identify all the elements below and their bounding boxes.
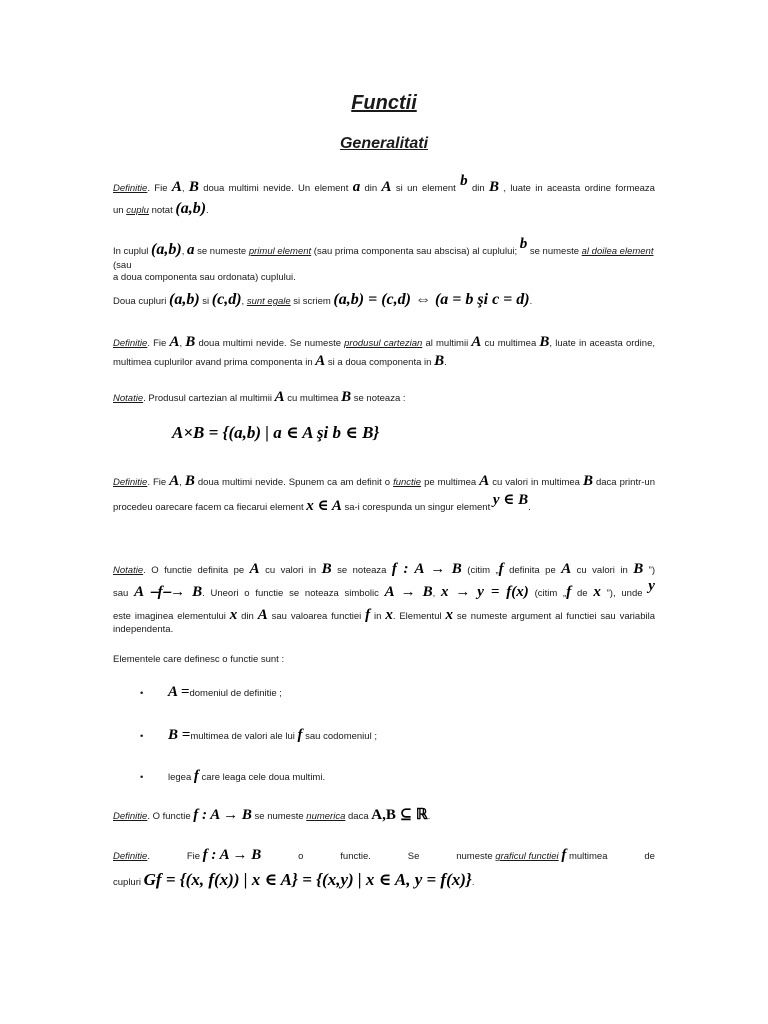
math-pair-equality: (a,b) = (c,d) ⇔ (a = b şi c = d) bbox=[333, 291, 530, 308]
math-B: B bbox=[582, 473, 593, 489]
section-title: Generalitati bbox=[339, 135, 429, 152]
text: sau valoarea functiei bbox=[267, 610, 366, 622]
line: Definitie. Fie A, B doua multimi nevide. Se numeste produsul cartezian al multimii A cu multimea B, luate in aceasta ordine, bbox=[113, 334, 655, 350]
text: procedeu oarecare facem ca fiecarui element bbox=[113, 501, 307, 513]
math-A: A bbox=[561, 561, 572, 577]
text: sa-i corespunda un singur element bbox=[341, 501, 493, 513]
text: se numeste argument al functiei sau variabila bbox=[452, 610, 655, 622]
math-A: A bbox=[274, 389, 285, 405]
list-item bbox=[140, 684, 282, 701]
text: din bbox=[467, 183, 489, 194]
math-arrow-f: A ⎯f⎯→ B bbox=[134, 583, 203, 600]
notation-functie bbox=[113, 560, 655, 636]
math-A: A bbox=[381, 179, 392, 195]
text: , luate in aceasta ordine formeaza bbox=[499, 183, 655, 194]
line: sau A ⎯f⎯→ B. Uneori o functie se noteaza simbolic A → B, x → y = f(x) (citim „f de x ”), unde y bbox=[113, 577, 655, 600]
math-A-to-B: A → B bbox=[384, 583, 433, 600]
text: In cuplul bbox=[113, 246, 152, 257]
math-A: A bbox=[257, 606, 268, 623]
definition-functie bbox=[113, 472, 655, 516]
text: a doua componenta sau ordonata) cuplului. bbox=[113, 271, 296, 283]
line bbox=[113, 624, 655, 636]
text: . bbox=[147, 851, 150, 862]
text: sau codomeniul ; bbox=[302, 731, 377, 742]
term-al-doilea-element: al doilea element bbox=[581, 246, 654, 257]
text: cupluri bbox=[113, 876, 141, 888]
text: ”), unde bbox=[600, 587, 649, 599]
math-x-to-y: x → y = f(x) bbox=[441, 583, 529, 600]
math-x: x bbox=[229, 606, 238, 623]
bullet-icon: • bbox=[140, 772, 144, 783]
line: Definitie. Fie A, B doua multimi nevide. Un element a din A si un element b din B , luate in aceasta ordine formeaza bbox=[113, 173, 655, 195]
math-pair-ab: (a,b) bbox=[168, 291, 200, 308]
text: care leaga cele doua multimi. bbox=[198, 772, 326, 783]
term-sunt-egale: sunt egale bbox=[246, 296, 291, 307]
math-B: B bbox=[633, 561, 644, 577]
definition-grafic bbox=[113, 846, 655, 890]
math-graph-definition: Gf = {(x, f(x)) | x ∈ A} = {(x,y) | x ∈ A, y = f(x)} bbox=[143, 869, 472, 889]
line: procedeu oarecare facem ca fiecarui element x ∈ A sa-i corespunda un singur element y ∈ B. bbox=[113, 491, 531, 514]
text: Doua cupluri bbox=[113, 296, 169, 307]
text: se noteaza : bbox=[351, 393, 406, 404]
term-produsul-cartezian: produsul cartezian bbox=[344, 338, 423, 349]
math-B: B bbox=[489, 179, 500, 195]
text: un bbox=[113, 204, 127, 216]
math-A: A bbox=[479, 473, 490, 489]
text: sau bbox=[113, 587, 135, 599]
math-pair-ab: (a,b) bbox=[151, 241, 182, 258]
text: de bbox=[571, 587, 594, 599]
line bbox=[113, 560, 655, 579]
math-B: B bbox=[185, 334, 196, 350]
line bbox=[113, 606, 655, 625]
text: cu multimea bbox=[481, 338, 540, 349]
text: legea bbox=[168, 772, 194, 783]
math-pair-cd: (c,d) bbox=[211, 291, 242, 308]
formula-cartesian-product: A×B = {(a,b) | a ∈ A şi b ∈ B} bbox=[172, 423, 380, 442]
definition-label: Definitie bbox=[113, 338, 148, 349]
text: definita pe bbox=[503, 565, 562, 576]
math-B-eq: B = bbox=[168, 727, 191, 743]
math-B: B bbox=[341, 389, 352, 405]
text: doua multimi nevide. Se numeste bbox=[195, 338, 345, 349]
text: doua multimi nevide. Spunem ca am definit o bbox=[194, 477, 394, 488]
term-cuplu: cuplu bbox=[126, 204, 149, 216]
math-A: A bbox=[169, 473, 180, 489]
math-f: f bbox=[561, 847, 567, 863]
math-A-eq: A = bbox=[168, 684, 190, 700]
notation-produs bbox=[113, 388, 655, 407]
text-group bbox=[456, 846, 607, 865]
text: daca bbox=[345, 811, 372, 822]
text: . Produsul cartezian al multimii bbox=[143, 393, 275, 404]
math-x-in-A: x ∈ A bbox=[306, 497, 342, 514]
list-item bbox=[140, 727, 377, 744]
text: si scriem bbox=[290, 296, 334, 307]
math-A: A bbox=[315, 352, 326, 369]
text: functie. bbox=[340, 851, 371, 862]
math-x: x bbox=[593, 583, 601, 600]
math-A-B-subset-R: A,B ⊆ ℝ bbox=[371, 807, 428, 823]
text: se numeste bbox=[194, 246, 249, 257]
math-B: B bbox=[184, 473, 195, 489]
line: Definitie. Fie A, B doua multimi nevide. Spunem ca am definit o functie pe multimea A cu valori in multimea B daca printr-un bbox=[113, 473, 655, 489]
paragraph-cuplu-elements bbox=[113, 236, 655, 284]
text: este imaginea elementului bbox=[113, 610, 230, 622]
text: Se bbox=[407, 851, 420, 862]
math-x: x bbox=[445, 606, 453, 623]
definition-label: Definitie bbox=[113, 183, 148, 194]
notation-label: Notatie bbox=[113, 565, 144, 576]
math-B: B bbox=[321, 561, 332, 577]
text: pe multimea bbox=[421, 477, 480, 488]
text: (citim „ bbox=[528, 587, 567, 599]
text: in bbox=[370, 610, 386, 622]
math-f-A-to-B: f : A → B bbox=[391, 561, 462, 577]
definition-label: Definitie bbox=[113, 477, 148, 488]
text: se noteaza bbox=[331, 565, 392, 576]
math-a: a bbox=[186, 242, 195, 258]
line: multimea cuplurilor avand prima componenta in A si a doua componenta in B. bbox=[113, 352, 447, 369]
text: din bbox=[237, 610, 258, 622]
text: multimea bbox=[566, 851, 608, 862]
text: . Uneori o functie se noteaza simbolic bbox=[202, 587, 385, 599]
line bbox=[113, 272, 655, 284]
list-item bbox=[140, 768, 325, 785]
text: si bbox=[199, 296, 212, 307]
text: multimea de valori ale lui bbox=[190, 731, 298, 742]
text: . Fie bbox=[147, 338, 170, 349]
math-f: f bbox=[566, 583, 572, 600]
math-b: b bbox=[519, 236, 528, 252]
math-y: y bbox=[648, 577, 655, 594]
text: . O functie bbox=[147, 811, 194, 822]
text: notat bbox=[148, 204, 176, 216]
math-f: f bbox=[297, 727, 303, 743]
math-f-A-to-B: f : A → B bbox=[202, 847, 262, 863]
text: din bbox=[360, 183, 382, 194]
text: ”) bbox=[643, 565, 656, 576]
math-f-A-to-B: f : A → B bbox=[193, 807, 252, 823]
math-B: B bbox=[188, 179, 199, 195]
text: se numeste bbox=[251, 811, 307, 822]
definition-produs-cartezian bbox=[113, 333, 655, 371]
math-f: f bbox=[193, 768, 199, 784]
paragraph-elemente: Elementele care definesc o functie sunt : bbox=[113, 654, 285, 665]
text: domeniul de definitie ; bbox=[189, 688, 282, 699]
definition-label: Definitie bbox=[113, 811, 148, 822]
text: multimea cuplurilor avand prima componenta in bbox=[113, 356, 316, 368]
math-x: x bbox=[385, 606, 393, 623]
term-graficul-functiei: graficul functiei bbox=[495, 851, 559, 862]
definition-numerica: Definitie. O functie f : A → B se numeste numerica daca A,B ⊆ ℝ. bbox=[113, 807, 431, 823]
math-y-in-B: y ∈ B bbox=[492, 491, 529, 508]
math-A: A bbox=[249, 561, 260, 577]
definition-label: Definitie bbox=[113, 851, 148, 862]
text: cu valori in bbox=[259, 565, 322, 576]
math-pair-ab: (a,b) bbox=[175, 199, 207, 217]
text: . Elementul bbox=[392, 610, 446, 622]
bullet-icon: • bbox=[140, 688, 144, 699]
text: daca printr-un bbox=[592, 477, 655, 488]
text: Fie bbox=[186, 851, 201, 862]
text: se numeste bbox=[527, 246, 582, 257]
text: (sau bbox=[113, 260, 132, 271]
line bbox=[113, 846, 655, 865]
line: cupluri Gf = {(x, f(x)) | x ∈ A} = {(x,y) | x ∈ A, y = f(x)}. bbox=[113, 869, 475, 889]
math-f: f bbox=[365, 606, 371, 623]
text: al multimii bbox=[422, 338, 472, 349]
math-B: B bbox=[539, 334, 550, 350]
math-b: b bbox=[460, 173, 468, 189]
math-B: B bbox=[434, 352, 445, 369]
text: o bbox=[298, 851, 304, 862]
term-primul-element: primul element bbox=[248, 246, 312, 257]
math-f: f bbox=[498, 561, 504, 577]
term-functie: functie bbox=[393, 477, 422, 488]
text-group bbox=[113, 851, 150, 863]
math-a: a bbox=[352, 179, 361, 195]
text: doua multimi nevide. Un element bbox=[198, 183, 353, 194]
text: , luate in aceasta ordine, bbox=[549, 338, 655, 349]
text: si a doua componenta in bbox=[325, 356, 435, 368]
term-numerica: numerica bbox=[306, 811, 346, 822]
text: cu valori in bbox=[571, 565, 634, 576]
text: (citim „ bbox=[461, 565, 499, 576]
line: un cuplu notat (a,b). bbox=[113, 199, 209, 217]
text: . Fie bbox=[147, 477, 170, 488]
math-A: A bbox=[171, 179, 182, 195]
text: (sau prima componenta sau abscisa) al cuplului; bbox=[311, 246, 520, 257]
text-group bbox=[187, 846, 261, 865]
page-title: Functii bbox=[351, 92, 417, 114]
text: si un element bbox=[391, 183, 461, 194]
text: numeste bbox=[456, 851, 493, 862]
text: cu multimea bbox=[284, 393, 342, 404]
definition-cuplu bbox=[113, 173, 655, 219]
text: . O functie definita pe bbox=[143, 565, 250, 576]
text: de bbox=[644, 851, 655, 862]
paragraph-egalitate: Doua cupluri (a,b) si (c,d), sunt egale si scriem (a,b) = (c,d) ⇔ (a = b şi c = d). bbox=[113, 291, 533, 308]
math-A: A bbox=[169, 334, 180, 350]
text: cu valori in multimea bbox=[489, 477, 583, 488]
bullet-icon: • bbox=[140, 731, 144, 742]
text: . Fie bbox=[147, 183, 172, 194]
notation-label: Notatie bbox=[113, 393, 144, 404]
line: In cuplul (a,b), a se numeste primul element (sau prima componenta sau abscisa) al cuplului; b se numeste al doilea element (sau bbox=[113, 236, 654, 271]
text: independenta. bbox=[113, 624, 174, 636]
math-A: A bbox=[471, 334, 482, 350]
